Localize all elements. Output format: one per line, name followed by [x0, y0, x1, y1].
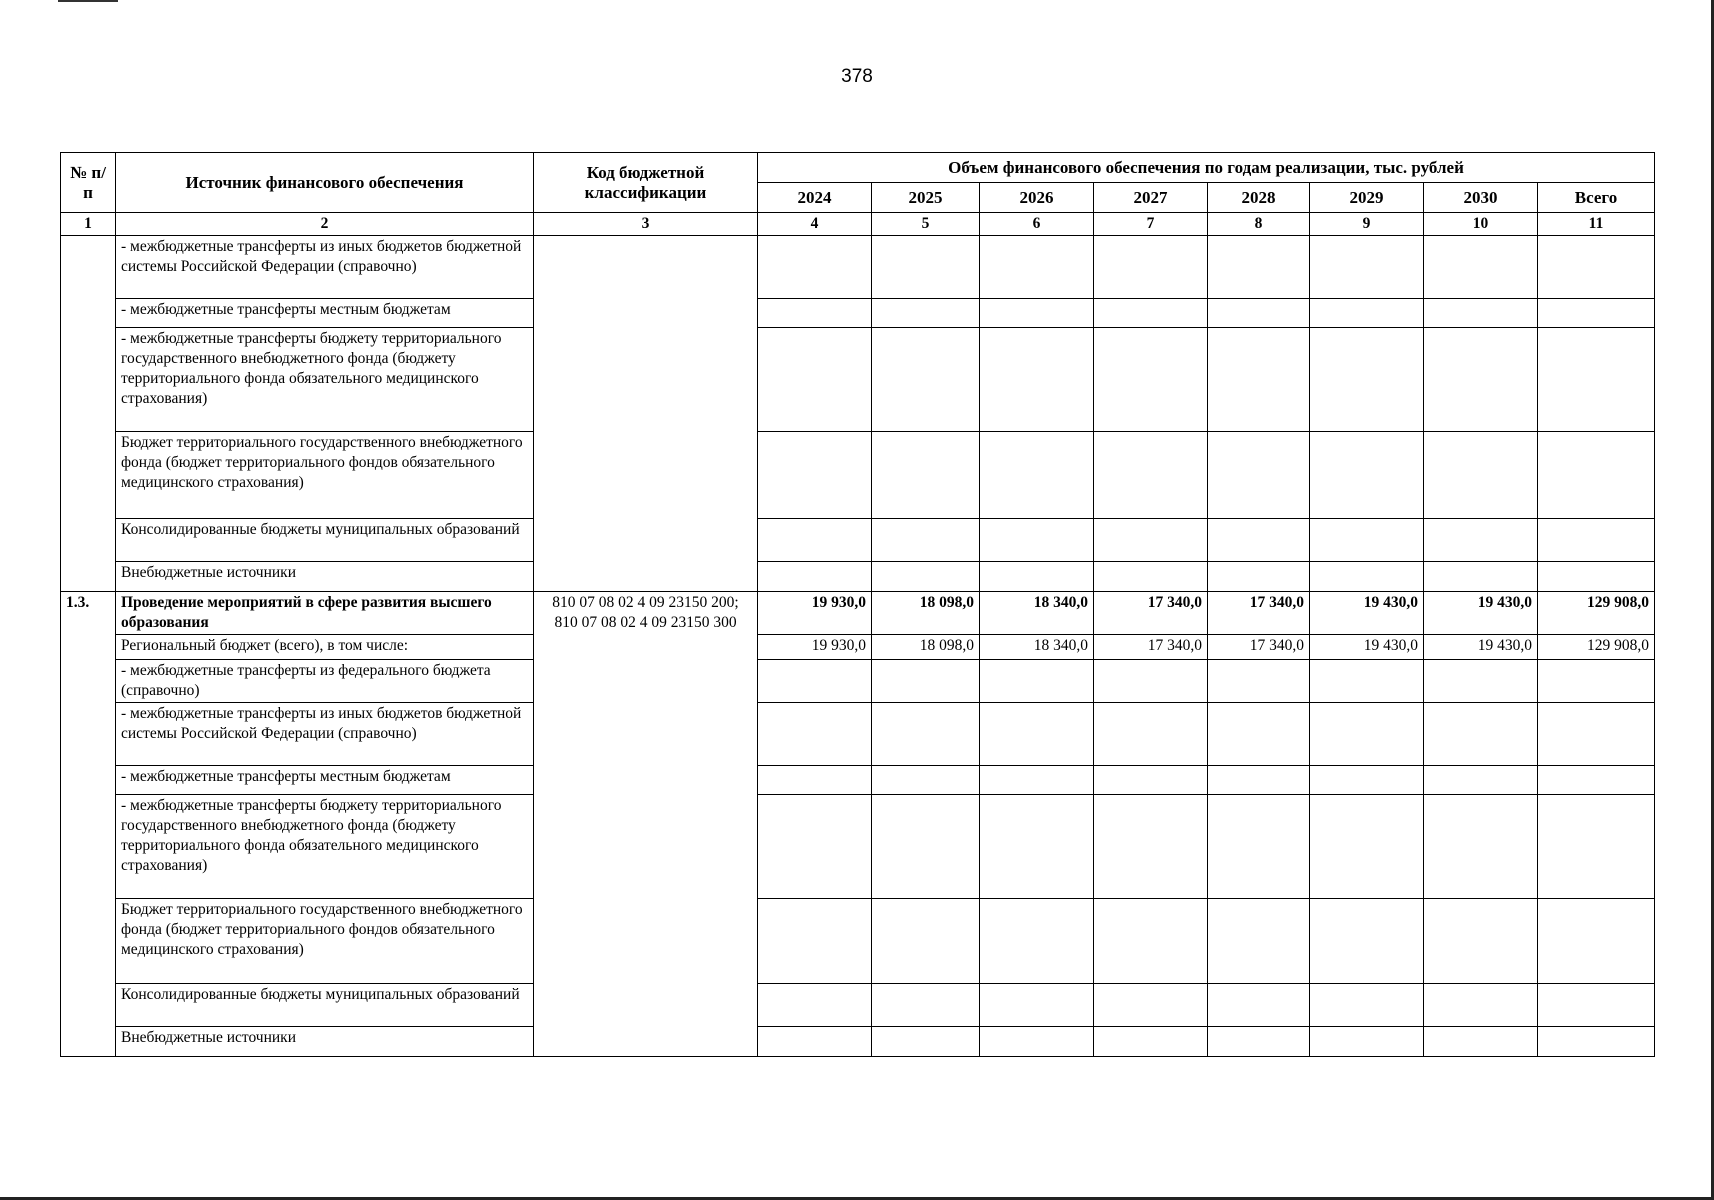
- source-cell: - межбюджетные трансферты из иных бюджетов бюджетной системы Российской Федерации (справочно): [116, 236, 534, 299]
- header-num: № п/п: [61, 153, 116, 213]
- source-cell: Внебюджетные источники: [116, 562, 534, 592]
- source-cell: Региональный бюджет (всего), в том числе:: [116, 635, 534, 660]
- header-year: 2028: [1208, 183, 1310, 213]
- regional-budget-row: [61, 635, 1655, 660]
- column-number: 3: [534, 213, 758, 236]
- section-title: Проведение мероприятий в сфере развития высшего образования: [116, 592, 534, 635]
- column-number: 8: [1208, 213, 1310, 236]
- value-cell: 17 340,0: [1208, 592, 1310, 635]
- source-cell: Консолидированные бюджеты муниципальных образований: [116, 984, 534, 1027]
- header-year: 2024: [758, 183, 872, 213]
- table-row: [61, 328, 1655, 432]
- section-title-row: [61, 592, 1655, 635]
- table-row: [61, 984, 1655, 1027]
- header-year: 2030: [1424, 183, 1538, 213]
- budget-code: 810 07 08 02 4 09 23150 200; 810 07 08 02 4 09 23150 300: [534, 592, 758, 1057]
- table-row: [61, 519, 1655, 562]
- value-cell: 17 340,0: [1094, 592, 1208, 635]
- scan-edge-top: [58, 0, 118, 2]
- table-row: [61, 703, 1655, 766]
- financing-table: [60, 152, 1655, 1057]
- header-source: Источник финансового обеспечения: [116, 153, 534, 213]
- column-numbers-row: [61, 213, 1655, 236]
- header-year: 2029: [1310, 183, 1424, 213]
- source-cell: Бюджет территориального государственного внебюджетного фонда (бюджет территориального фондов обязательного медицинского страхования): [116, 432, 534, 519]
- value-cell: 19 430,0: [1310, 592, 1424, 635]
- total-cell: 129 908,0: [1538, 592, 1655, 635]
- table-row: [61, 795, 1655, 899]
- table-row: [61, 432, 1655, 519]
- table-row: [61, 562, 1655, 592]
- column-number: 10: [1424, 213, 1538, 236]
- column-number: 5: [872, 213, 980, 236]
- table-row: [61, 236, 1655, 299]
- value-cell: 17 340,0: [1208, 635, 1310, 660]
- value-cell: 19 930,0: [758, 592, 872, 635]
- source-cell: - межбюджетные трансферты бюджету территориального государственного внебюджетного фонда (бюджету территориального фонда обязательного медицинского страхования): [116, 328, 534, 432]
- table-row: [61, 899, 1655, 984]
- header-year: 2025: [872, 183, 980, 213]
- value-cell: 18 098,0: [872, 592, 980, 635]
- value-cell: 19 930,0: [758, 635, 872, 660]
- value-cell: 17 340,0: [1094, 635, 1208, 660]
- column-number: 7: [1094, 213, 1208, 236]
- source-cell: - межбюджетные трансферты местным бюджетам: [116, 766, 534, 795]
- source-cell: - межбюджетные трансферты из федерального бюджета (справочно): [116, 660, 534, 703]
- value-cell: 19 430,0: [1424, 635, 1538, 660]
- column-number: 1: [61, 213, 116, 236]
- source-cell: - межбюджетные трансферты из иных бюджетов бюджетной системы Российской Федерации (справочно): [116, 703, 534, 766]
- value-cell: 19 430,0: [1310, 635, 1424, 660]
- column-number: 11: [1538, 213, 1655, 236]
- value-cell: 18 098,0: [872, 635, 980, 660]
- table-row: [61, 766, 1655, 795]
- column-number: 9: [1310, 213, 1424, 236]
- header-row-1: [61, 153, 1655, 183]
- header-code: Код бюджетной классификации: [534, 153, 758, 213]
- section-index: 1.3.: [61, 592, 116, 1057]
- header-year: 2026: [980, 183, 1094, 213]
- value-cell: 18 340,0: [980, 635, 1094, 660]
- header-year: 2027: [1094, 183, 1208, 213]
- source-cell: - межбюджетные трансферты бюджету территориального государственного внебюджетного фонда (бюджету территориального фонда обязательного медицинского страхования): [116, 795, 534, 899]
- value-cell: 19 430,0: [1424, 592, 1538, 635]
- source-cell: Внебюджетные источники: [116, 1027, 534, 1057]
- header-volume: Объем финансового обеспечения по годам реализации, тыс. рублей: [758, 153, 1655, 183]
- source-cell: - межбюджетные трансферты местным бюджетам: [116, 299, 534, 328]
- code-cell-empty: [534, 236, 758, 592]
- value-cell: 18 340,0: [980, 592, 1094, 635]
- table-row: [61, 1027, 1655, 1057]
- source-cell: Консолидированные бюджеты муниципальных образований: [116, 519, 534, 562]
- header-total: Всего: [1538, 183, 1655, 213]
- index-cell-empty: [61, 236, 116, 592]
- source-cell: Бюджет территориального государственного внебюджетного фонда (бюджет территориального фондов обязательного медицинского страхования): [116, 899, 534, 984]
- page-number: 378: [841, 66, 873, 87]
- column-number: 2: [116, 213, 534, 236]
- total-cell: 129 908,0: [1538, 635, 1655, 660]
- table-row: [61, 660, 1655, 703]
- column-number: 4: [758, 213, 872, 236]
- column-number: 6: [980, 213, 1094, 236]
- table-row: [61, 299, 1655, 328]
